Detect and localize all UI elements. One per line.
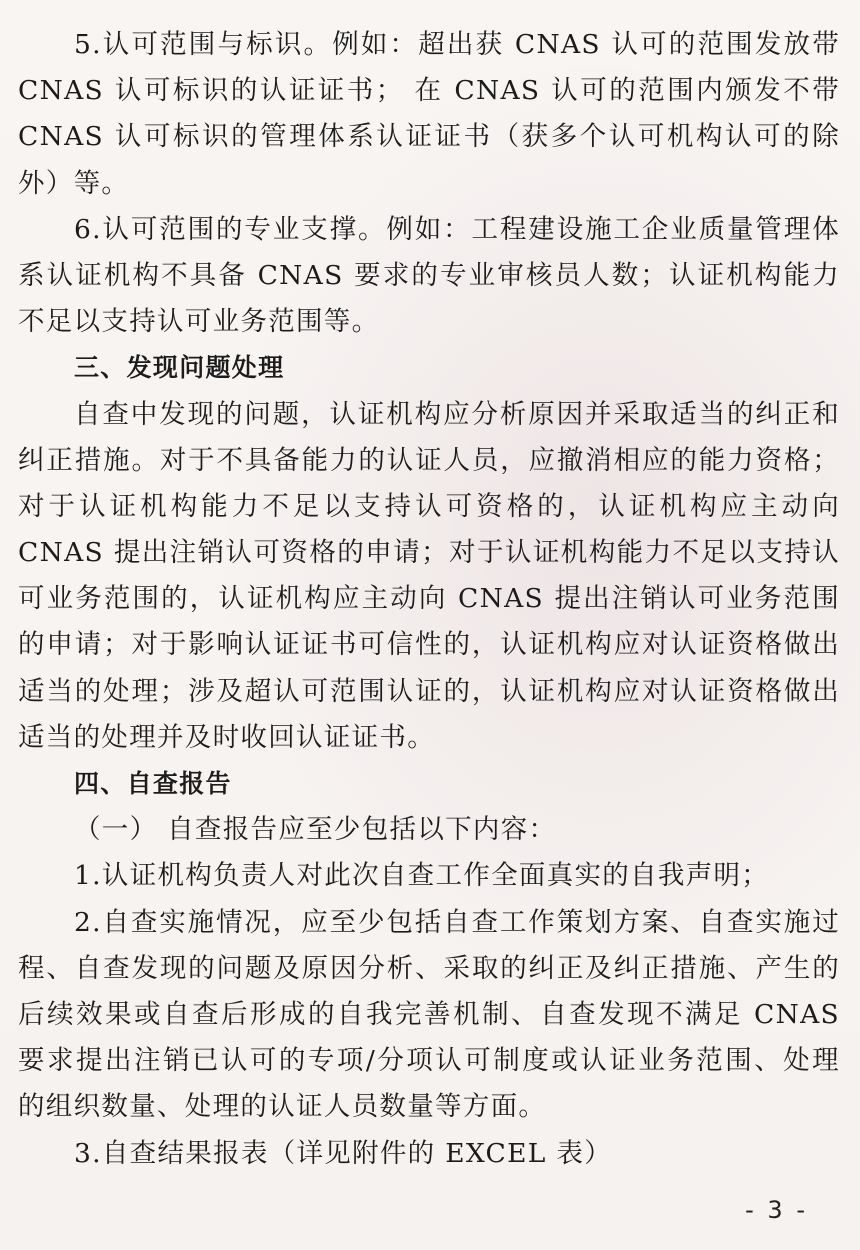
text-line: CNAS 提出注销认可资格的申请；对于认证机构能力不足以支持认	[18, 537, 840, 569]
text-line: 适当的处理；涉及超认可范围认证的，认证机构应对认证资格做出	[18, 675, 840, 707]
text-line: 6.认可范围的专业支撑。例如：工程建设施工企业质量管理体	[74, 213, 840, 245]
text-line: 的组织数量、处理的认证人员数量等方面。	[18, 1091, 547, 1123]
text-line: CNAS 认可标识的管理体系认证证书（获多个认可机构认可的除	[18, 121, 840, 153]
document-body	[18, 22, 840, 1177]
text-line: 不足以支持认可业务范围等。	[18, 306, 380, 338]
section-heading: 三、发现问题处理	[74, 353, 285, 383]
text-line: 程、自查发现的问题及原因分析、采取的纠正及纠正措施、产生的	[18, 952, 840, 984]
text-line: （一） 自查报告应至少包括以下内容：	[74, 814, 557, 846]
text-line: 系认证机构不具备 CNAS 要求的专业审核员人数；认证机构能力	[18, 259, 840, 291]
text-line: 可业务范围的，认证机构应主动向 CNAS 提出注销认可业务范围	[18, 583, 840, 615]
text-line: 适当的处理并及时收回认证证书。	[18, 721, 435, 753]
text-line: 要求提出注销已认可的专项/分项认可制度或认证业务范围、处理	[18, 1045, 840, 1077]
text-line: 3.自查结果报表（详见附件的 EXCEL 表）	[74, 1137, 612, 1169]
text-line: 的申请；对于影响认证证书可信性的，认证机构应对认证资格做出	[18, 629, 840, 661]
text-line: 5.认可范围与标识。例如：超出获 CNAS 认可的范围发放带	[74, 29, 840, 60]
text-line: 后续效果或自查后形成的自我完善机制、自查发现不满足 CNAS	[18, 998, 840, 1030]
text-line: 2.自查实施情况，应至少包括自查工作策划方案、自查实施过	[74, 906, 840, 938]
text-line: 外）等。	[18, 167, 130, 199]
text-line: 纠正措施。对于不具备能力的认证人员，应撤消相应的能力资格；	[18, 444, 840, 476]
text-line: 对于认证机构能力不足以支持认可资格的，认证机构应主动向	[18, 490, 840, 522]
section-heading: 四、自查报告	[74, 769, 232, 798]
text-line: 1.认证机构负责人对此次自查工作全面真实的自我声明；	[74, 860, 770, 892]
page-number: - 3 -	[745, 1196, 808, 1224]
text-line: 自查中发现的问题，认证机构应分析原因并采取适当的纠正和	[74, 398, 840, 430]
text-line: CNAS 认可标识的认证证书； 在 CNAS 认可的范围内颁发不带	[18, 75, 840, 107]
